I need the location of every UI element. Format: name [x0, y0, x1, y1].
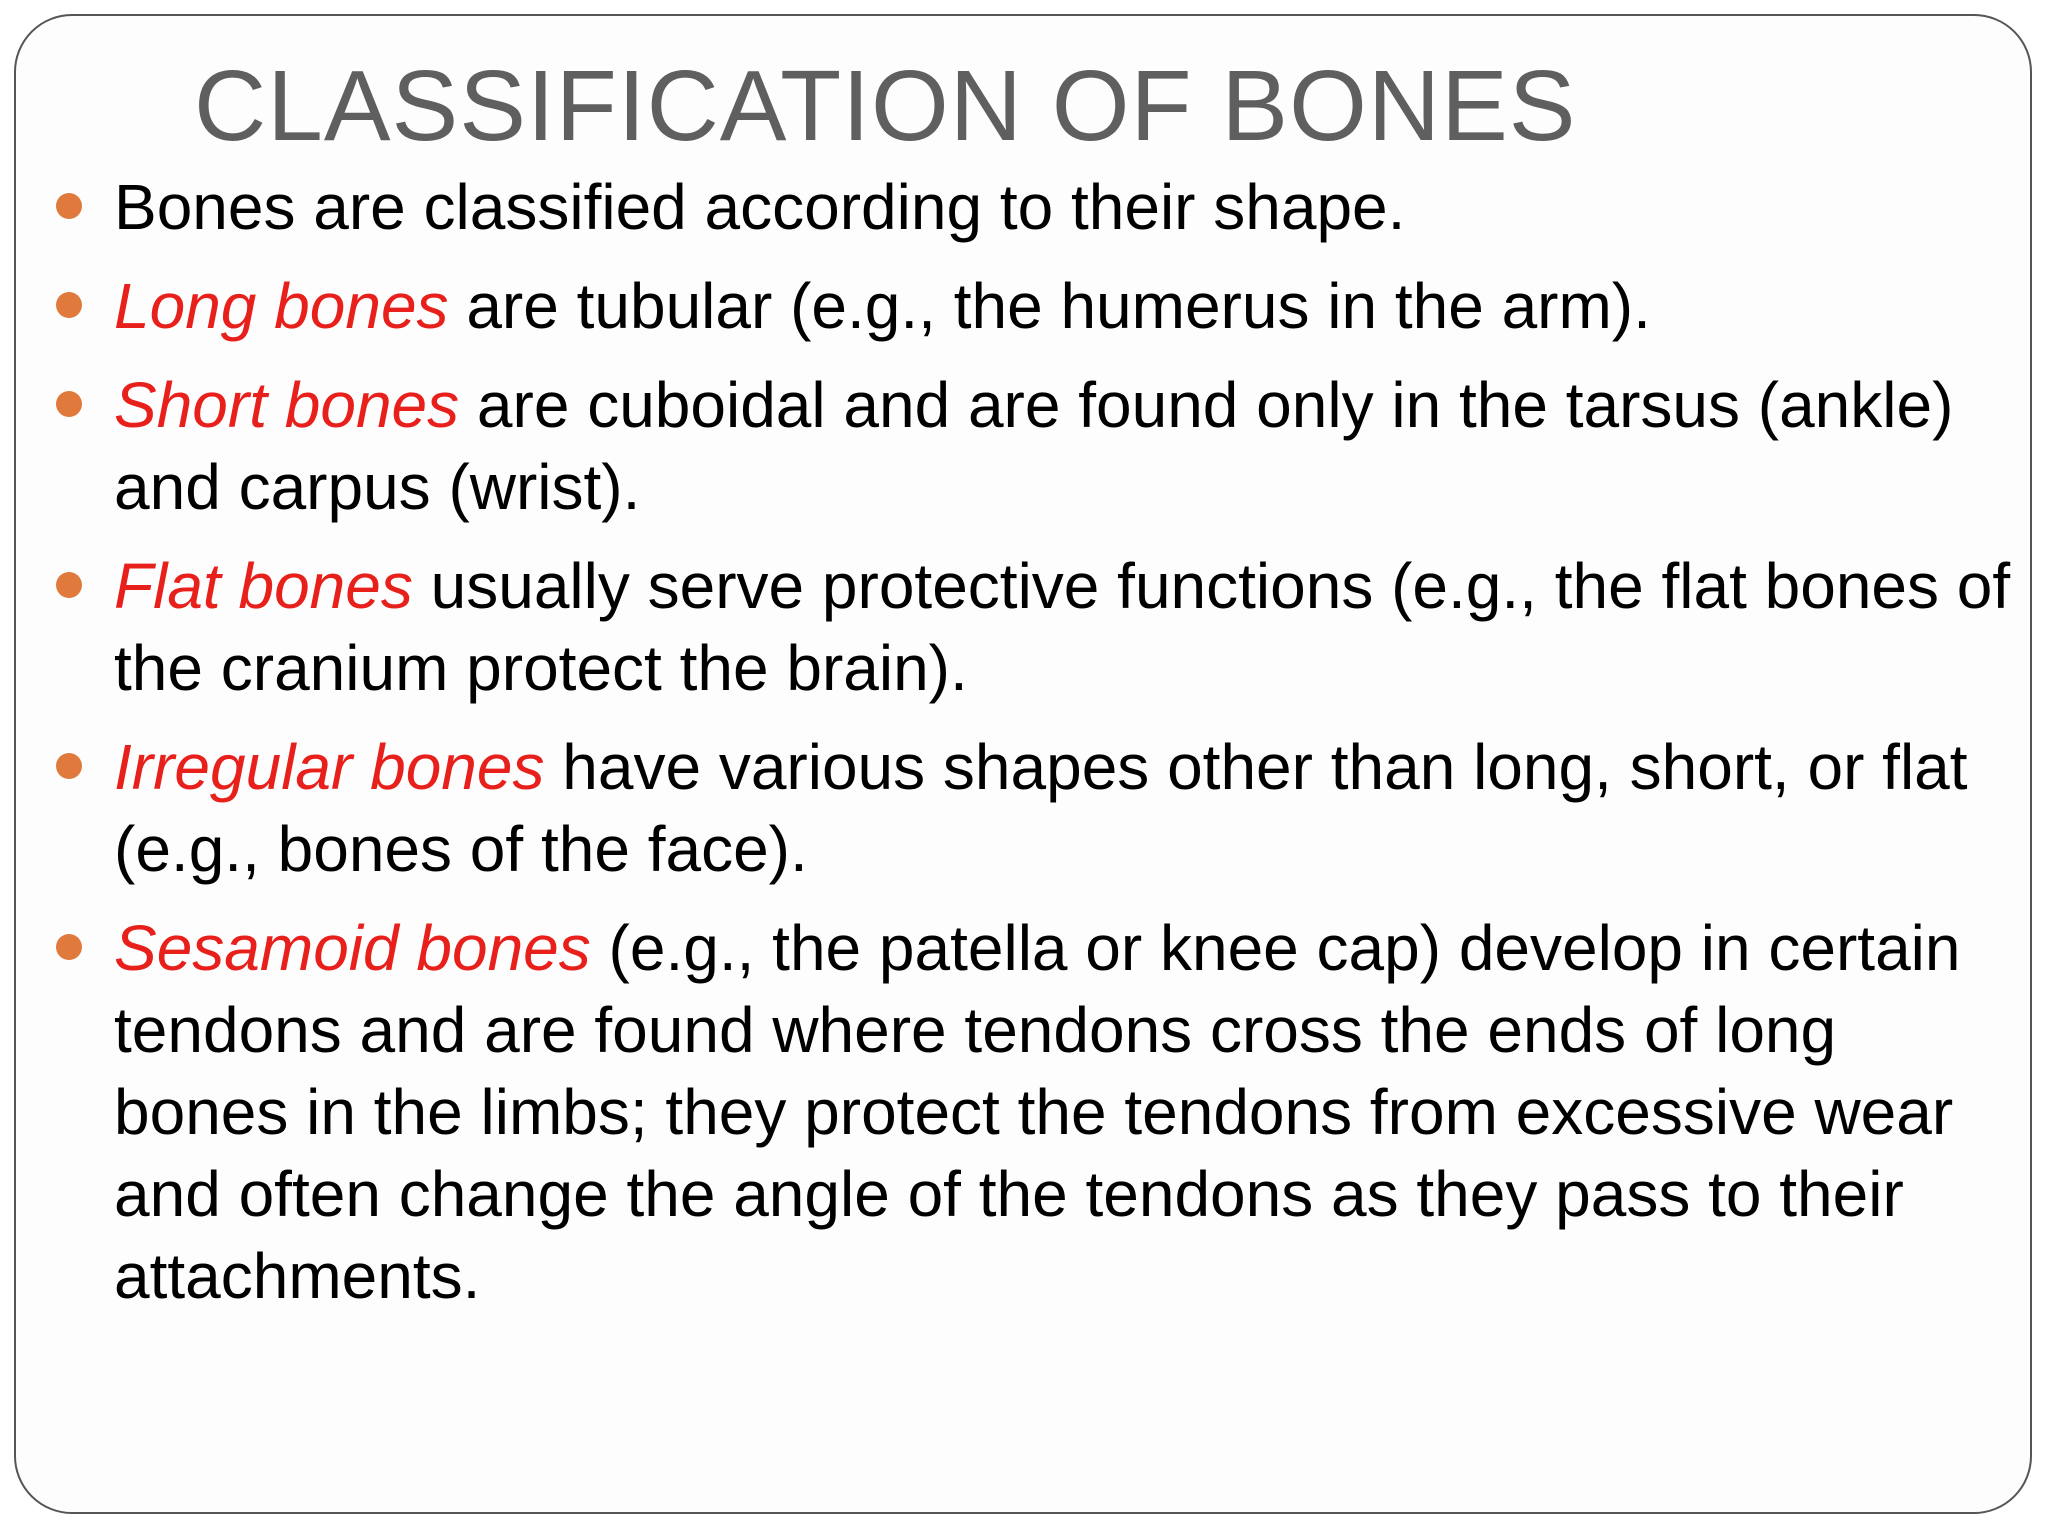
- bullet-term: Irregular bones: [114, 731, 545, 803]
- bullet-item: [56, 265, 2016, 347]
- bullet-item: [56, 907, 2016, 1317]
- bullet-text: are cuboidal and are found only in the tarsus (ankle) and carpus (wrist).: [114, 369, 1954, 523]
- bullet-item: [56, 726, 2016, 890]
- bullet-item: [56, 545, 2016, 709]
- bullet-term: Sesamoid bones: [114, 912, 591, 984]
- bullet-text: Bones are classified according to their shape.: [114, 171, 1406, 243]
- bullet-dot-icon: [56, 934, 82, 960]
- bullet-dot-icon: [56, 572, 82, 598]
- bullet-text: usually serve protective functions (e.g., the flat bones of the cranium protect the brain).: [114, 550, 2011, 704]
- bullet-item: [56, 364, 2016, 528]
- bullet-list: [56, 166, 2016, 1334]
- bullet-dot-icon: [56, 391, 82, 417]
- bullet-text: are tubular (e.g., the humerus in the arm).: [448, 270, 1651, 342]
- bullet-text: (e.g., the patella or knee cap) develop in certain tendons and are found where tendons cross the ends of long bones in the limbs; they protect the tendons from excessive wear and often change the angle of the tendons as they pass to their attachments.: [114, 912, 1961, 1312]
- bullet-term: Long bones: [114, 270, 449, 342]
- bullet-term: Short bones: [114, 369, 460, 441]
- bullet-dot-icon: [56, 753, 82, 779]
- slide-title: CLASSIFICATION OF BONES: [194, 50, 1577, 162]
- bullet-dot-icon: [56, 193, 82, 219]
- bullet-dot-icon: [56, 292, 82, 318]
- bullet-term: Flat bones: [114, 550, 413, 622]
- bullet-item: [56, 166, 2016, 248]
- bullet-text: have various shapes other than long, short, or flat (e.g., bones of the face).: [114, 731, 1968, 885]
- slide: [14, 14, 2032, 1514]
